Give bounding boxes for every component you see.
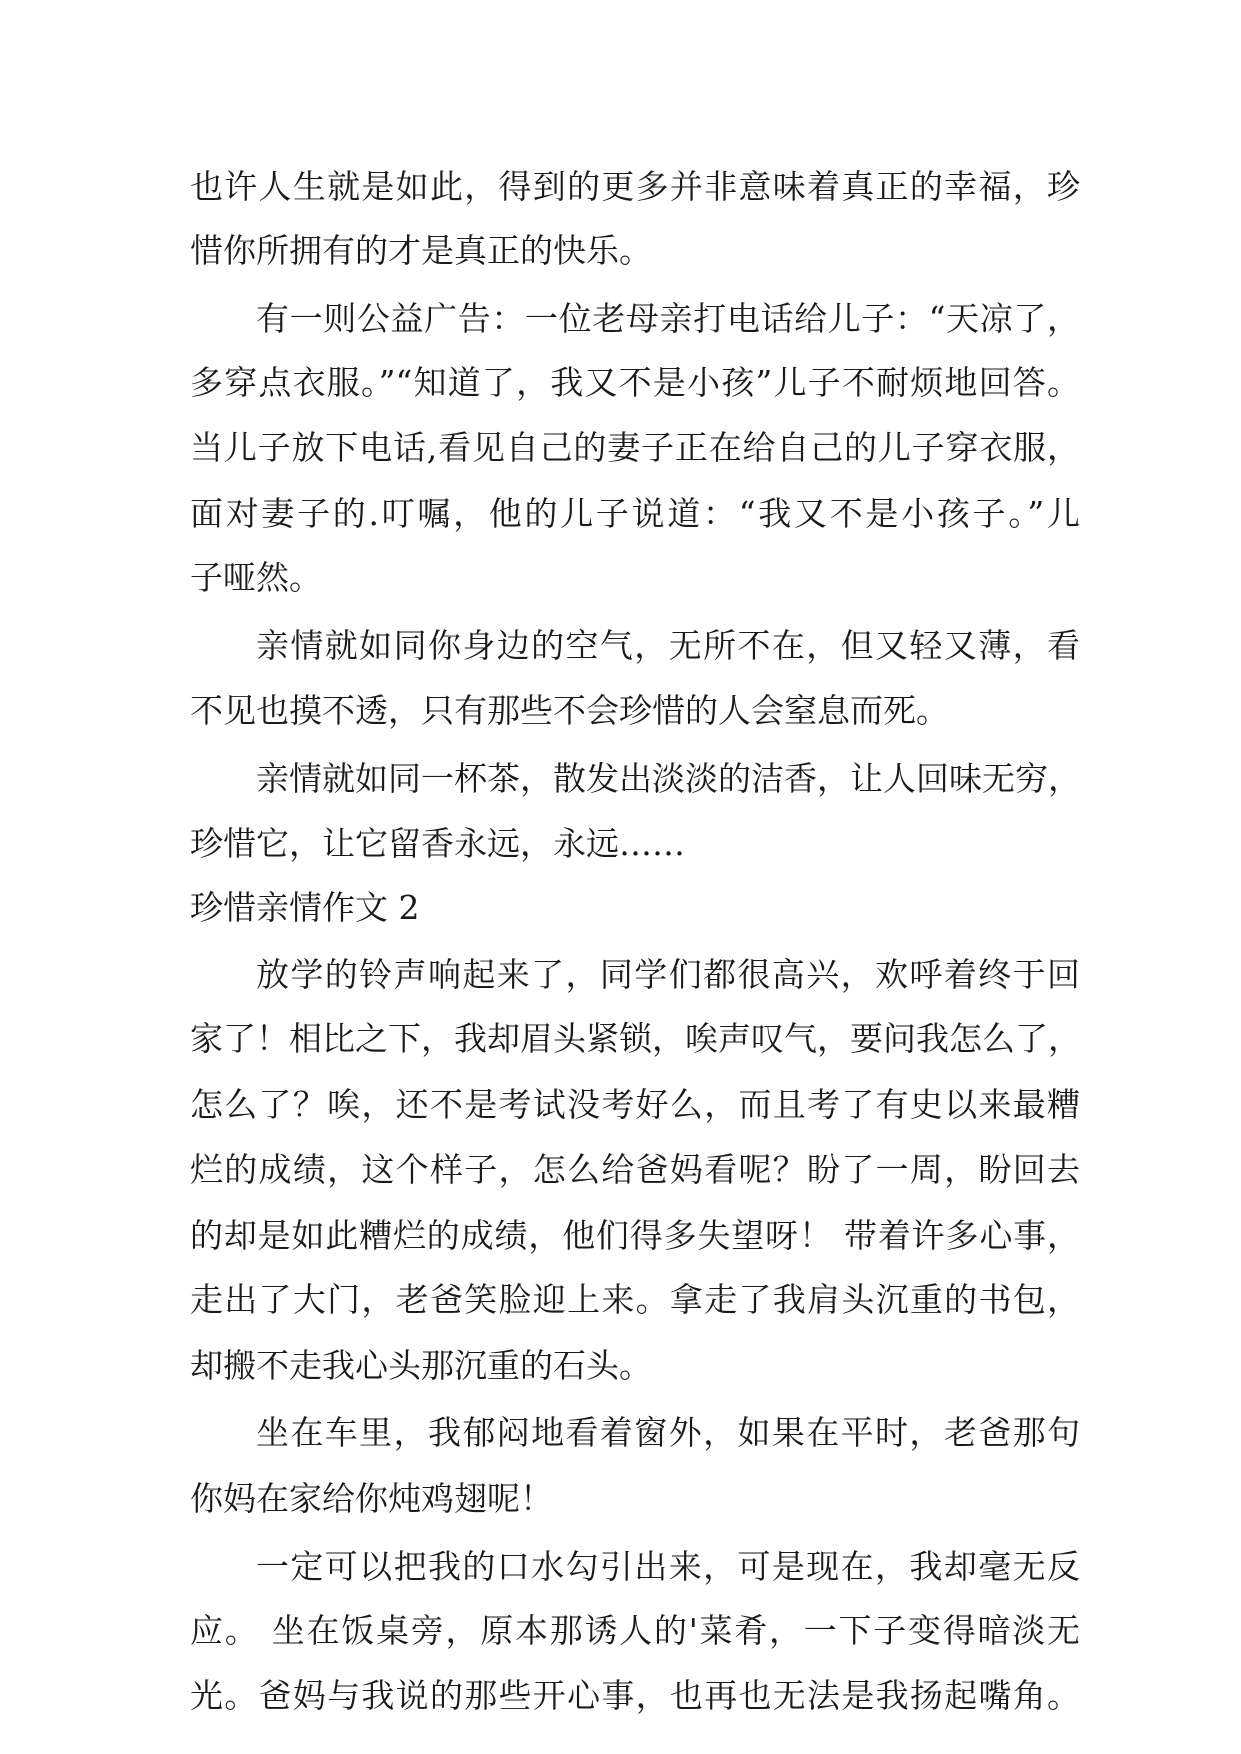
text-line: 亲情就如同你身边的空气，无所不在，但又轻又薄，看 — [256, 626, 1080, 665]
text-line: 坐在车里，我郁闷地看着窗外，如果在平时，老爸那句 — [256, 1413, 1080, 1452]
text-line: 家了！相比之下，我却眉头紧锁，唉声叹气，要问我怎么了， — [190, 1019, 1081, 1058]
text-line: 有一则公益广告：一位老母亲打电话给儿子：“天凉了， — [256, 299, 1080, 338]
text-line: 走出了大门，老爸笑脸迎上来。拿走了我肩头沉重的书包， — [190, 1280, 1080, 1319]
text-line: 惜你所拥有的才是真正的快乐。 — [190, 231, 652, 270]
text-line: 却搬不走我心头那沉重的石头。 — [190, 1346, 652, 1385]
text-line: 烂的成绩，这个样子，怎么给爸妈看呢？盼了一周，盼回去 — [190, 1150, 1080, 1189]
text-line: 一定可以把我的口水勾引出来，可是现在，我却毫无反 — [256, 1547, 1080, 1586]
text-line: 也许人生就是如此，得到的更多并非意味着真正的幸福，珍 — [190, 167, 1080, 206]
text-line: 怎么了？唉，还不是考试没考好么，而且考了有史以来最糟 — [190, 1085, 1080, 1124]
text-line: 应。 坐在饭桌旁，原本那诱人的'菜肴，一下子变得暗淡无 — [190, 1611, 1080, 1650]
text-line: 的却是如此糟烂的成绩，他们得多失望呀！ 带着许多心事， — [190, 1216, 1080, 1255]
text-line: 放学的铃声响起来了，同学们都很高兴，欢呼着终于回 — [256, 955, 1080, 994]
text-line: 当儿子放下电话,看见自己的妻子正在给自己的儿子穿衣服， — [190, 428, 1080, 467]
section-heading: 珍惜亲情作文 2 — [190, 888, 420, 927]
text-line: 光。爸妈与我说的那些开心事，也再也无法是我扬起嘴角。 — [190, 1676, 1080, 1715]
text-line: 不见也摸不透，只有那些不会珍惜的人会窒息而死。 — [190, 691, 949, 730]
text-line: 面对妻子的.叮嘱，他的儿子说道：“我又不是小孩子。”儿 — [190, 494, 1080, 533]
text-line: 珍惜它，让它留香永远，永远…… — [190, 824, 685, 863]
text-line: 你妈在家给你炖鸡翅呢！ — [190, 1479, 553, 1518]
text-line: 多穿点衣服。”“知道了，我又不是小孩”儿子不耐烦地回答。 — [190, 363, 1080, 402]
text-line: 亲情就如同一杯茶，散发出淡淡的洁香，让人回味无穷， — [256, 759, 1081, 798]
text-line: 子哑然。 — [190, 558, 322, 597]
